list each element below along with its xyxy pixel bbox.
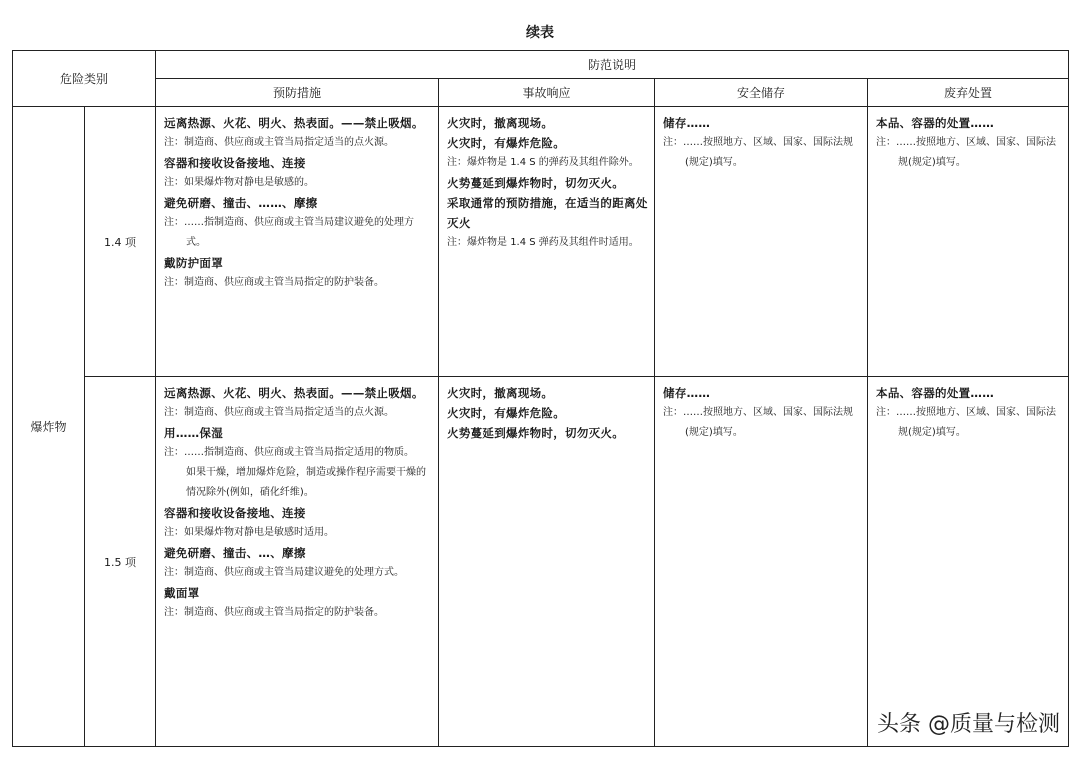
note-line: 注：……按照地方、区域、国家、国际法规(规定)填写。 [663,137,854,168]
statement-line: 戴面罩 [164,586,200,600]
statement-line: 戴防护面罩 [164,256,224,270]
statement-line: 储存…… [663,116,711,130]
statement-line: 远离热源、火花、明火、热表面。——禁止吸烟。 [164,386,424,400]
category-cell: 爆炸物 [13,107,85,747]
statement-line: 容器和接收设备接地、连接 [164,156,306,170]
prevention-cell [156,107,439,377]
statement-line: 本品、容器的处置…… [876,116,995,130]
header-hazard-class: 危险类别 [13,51,156,107]
statement-line: 储存…… [663,386,711,400]
statement-line: 本品、容器的处置…… [876,386,995,400]
note-line: 注：制造商、供应商或主管当局建议避免的处理方式。 [164,567,405,578]
storage-cell [655,107,868,377]
table-row [13,107,1069,377]
disposal-cell [868,377,1069,747]
response-cell [439,107,655,377]
note-line: 注：制造商、供应商或主管当局指定的防护装备。 [164,607,385,618]
disposal-cell [868,107,1069,377]
header-prevention: 预防措施 [156,79,439,107]
note-line: 注：……指制造商、供应商或主管当局指定适用的物质。 [164,447,415,458]
statement-line: 火灾时，有爆炸危险。 [447,136,566,150]
header-precaution: 防范说明 [156,51,1069,79]
header-response: 事故响应 [439,79,655,107]
response-cell [439,377,655,747]
statement-line: 避免研磨、撞击、…、摩擦 [164,546,306,560]
prevention-cell [156,377,439,747]
table-title: 续表 [526,25,554,41]
statement-line: 容器和接收设备接地、连接 [164,506,306,520]
header-storage: 安全储存 [655,79,868,107]
table-row [13,377,1069,747]
note-line: 注：制造商、供应商或主管当局指定的防护装备。 [164,277,385,288]
statement-line: 火势蔓延到爆炸物时，切勿灭火。 [447,426,625,440]
header-disposal: 废弃处置 [868,79,1069,107]
note-line: 如果干燥，增加爆炸危险，制造或操作程序需要干燥的情况除外(例如，硝化纤维)。 [186,467,427,498]
note-line: 注：……指制造商、供应商或主管当局建议避免的处理方式。 [164,217,415,248]
note-line: 注：爆炸物是 1.4 S 弹药及其组件时适用。 [447,237,639,248]
note-line: 注：制造商、供应商或主管当局指定适当的点火源。 [164,407,395,418]
note-line: 注：如果爆炸物对静电是敏感的。 [164,177,315,188]
statement-line: 火灾时，撤离现场。 [447,386,554,400]
note-line: 注：……按照地方、区域、国家、国际法规(规定)填写。 [663,407,854,438]
note-line: 注：制造商、供应商或主管当局指定适当的点火源。 [164,137,395,148]
division-cell: 1.4 项 [85,107,156,377]
statement-line: 火势蔓延到爆炸物时，切勿灭火。 [447,176,625,190]
division-cell: 1.5 项 [85,377,156,747]
note-line: 注：爆炸物是 1.4 S 的弹药及其组件除外。 [447,157,639,168]
statement-line: 采取通常的预防措施，在适当的距离处灭火 [447,196,648,230]
note-line: 注：如果爆炸物对静电是敏感时适用。 [164,527,335,538]
statement-line: 火灾时，有爆炸危险。 [447,406,566,420]
watermark: 头条 @质量与检测 [877,712,1060,737]
statement-line: 远离热源、火花、明火、热表面。——禁止吸烟。 [164,116,424,130]
storage-cell [655,377,868,747]
precaution-table [12,50,1069,747]
statement-line: 用……保湿 [164,426,224,440]
note-line: 注：……按照地方、区域、国家、国际法规(规定)填写。 [876,407,1057,438]
statement-line: 火灾时，撤离现场。 [447,116,554,130]
statement-line: 避免研磨、撞击、……、摩擦 [164,196,318,210]
note-line: 注：……按照地方、区域、国家、国际法规(规定)填写。 [876,137,1057,168]
